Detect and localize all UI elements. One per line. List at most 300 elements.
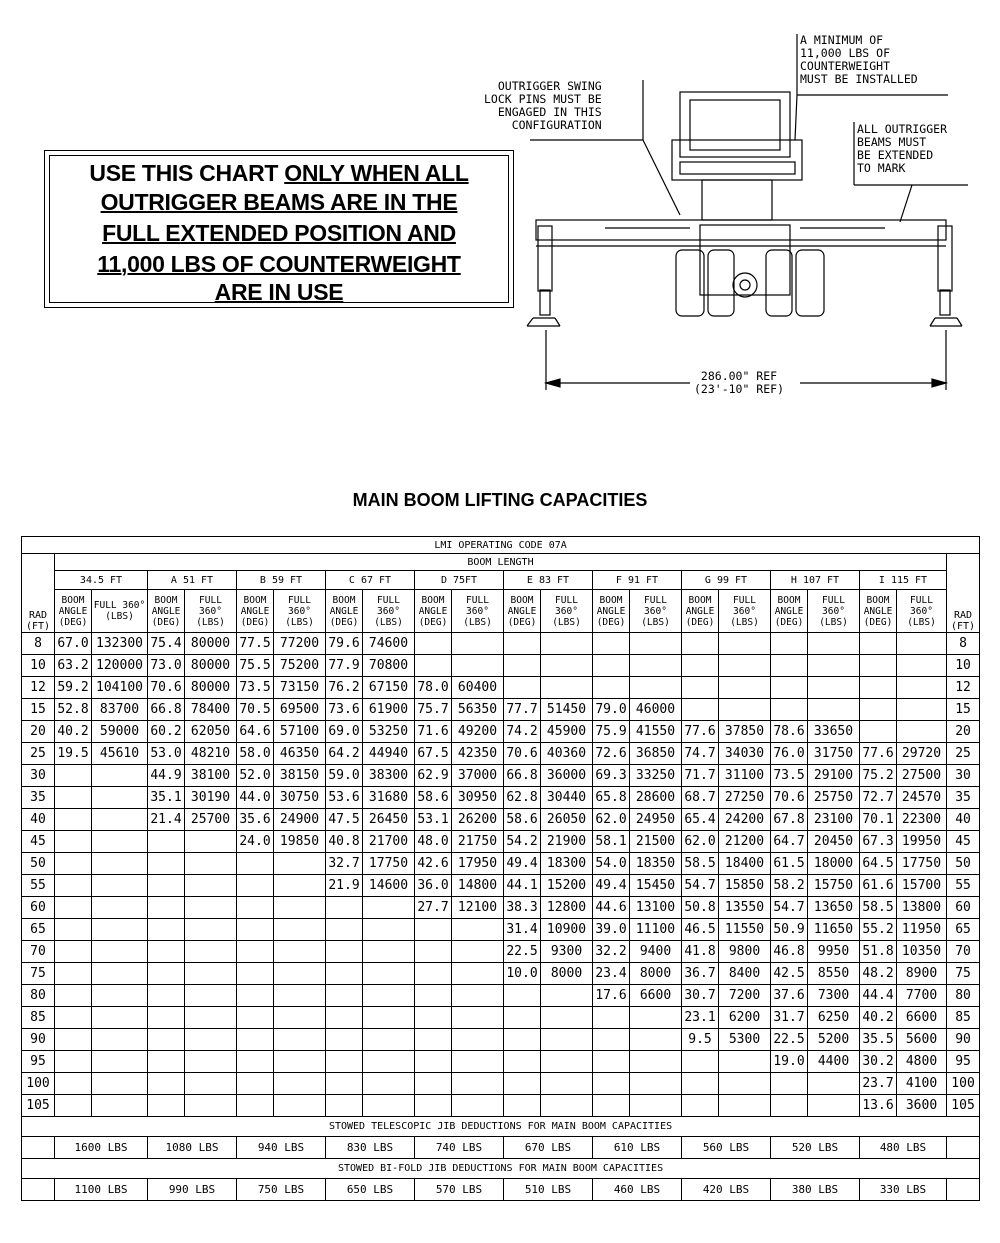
capacity-cell: 13650 (808, 897, 860, 919)
header-row-boom-length (22, 554, 980, 571)
capacity-cell: 8400 (719, 963, 771, 985)
boom-angle-cell: 72.6 (593, 743, 630, 765)
boom-angle-cell (415, 1095, 452, 1117)
capacity-cell (630, 1073, 682, 1095)
boom-angle-cell (504, 633, 541, 655)
capacity-cell: 104100 (92, 677, 148, 699)
boom-angle-cell (593, 633, 630, 655)
boom-angle-cell: 50.9 (771, 919, 808, 941)
boom-angle-header: BOOM ANGLE (DEG) (148, 590, 185, 633)
boom-angle-cell: 21.9 (326, 875, 363, 897)
table-row (22, 765, 980, 787)
boom-length-label: H 107 FT (771, 571, 860, 590)
capacity-cell: 33250 (630, 765, 682, 787)
capacity-cell (719, 1073, 771, 1095)
boom-angle-cell: 69.3 (593, 765, 630, 787)
boom-angle-cell (237, 963, 274, 985)
capacity-cell (808, 633, 860, 655)
boom-angle-cell (55, 897, 92, 919)
capacity-cell: 7300 (808, 985, 860, 1007)
capacity-cell (274, 875, 326, 897)
capacity-cell (897, 721, 947, 743)
capacity-cell: 27500 (897, 765, 947, 787)
boom-angle-cell: 71.6 (415, 721, 452, 743)
boom-angle-cell: 70.6 (148, 677, 185, 699)
boom-length-label: A 51 FT (148, 571, 237, 590)
boom-angle-cell (593, 1029, 630, 1051)
capacity-cell: 4400 (808, 1051, 860, 1073)
radius-cell: 15 (22, 699, 55, 721)
capacity-cell (92, 963, 148, 985)
table-row (22, 963, 980, 985)
radius-cell: 90 (22, 1029, 55, 1051)
boom-angle-cell: 70.6 (771, 787, 808, 809)
boom-length-label: C 67 FT (326, 571, 415, 590)
telescopic-deduction-value: 940 LBS (237, 1137, 326, 1159)
boom-angle-cell: 44.4 (860, 985, 897, 1007)
boom-angle-cell: 46.5 (682, 919, 719, 941)
boom-angle-cell: 49.4 (504, 853, 541, 875)
boom-angle-cell (593, 677, 630, 699)
boom-angle-cell (326, 1029, 363, 1051)
boom-angle-cell: 64.6 (237, 721, 274, 743)
boom-angle-cell: 58.1 (593, 831, 630, 853)
boom-angle-cell: 40.8 (326, 831, 363, 853)
capacity-cell: 45900 (541, 721, 593, 743)
capacity-table (21, 536, 980, 1201)
capacity-cell (92, 919, 148, 941)
capacity-cell: 10900 (541, 919, 593, 941)
boom-angle-cell: 73.5 (237, 677, 274, 699)
capacity-cell: 11550 (719, 919, 771, 941)
capacity-cell (808, 655, 860, 677)
boom-angle-cell (237, 919, 274, 941)
boom-angle-cell (682, 655, 719, 677)
capacity-cell (452, 1007, 504, 1029)
boom-angle-cell (415, 985, 452, 1007)
boom-angle-cell (504, 1095, 541, 1117)
boom-angle-cell: 64.7 (771, 831, 808, 853)
capacity-cell (185, 1095, 237, 1117)
capacity-cell (274, 1095, 326, 1117)
boom-angle-cell: 58.2 (771, 875, 808, 897)
boom-angle-cell (55, 963, 92, 985)
capacity-cell: 10350 (897, 941, 947, 963)
radius-cell-right: 12 (947, 677, 980, 699)
boom-angle-cell (148, 1007, 185, 1029)
capacity-cell (363, 1007, 415, 1029)
boom-angle-cell (326, 897, 363, 919)
table-row (22, 743, 980, 765)
table-row (22, 831, 980, 853)
boom-angle-cell (682, 677, 719, 699)
capacity-cell: 7200 (719, 985, 771, 1007)
capacity-cell: 11650 (808, 919, 860, 941)
capacity-cell: 15750 (808, 875, 860, 897)
radius-cell: 65 (22, 919, 55, 941)
table-row (22, 699, 980, 721)
boom-angle-cell: 32.2 (593, 941, 630, 963)
capacity-cell: 9800 (719, 941, 771, 963)
boom-angle-cell: 41.8 (682, 941, 719, 963)
capacity-cell (185, 919, 237, 941)
capacity-cell (452, 1073, 504, 1095)
bifold-deduction-value: 380 LBS (771, 1179, 860, 1201)
boom-angle-cell (237, 853, 274, 875)
capacity-cell: 33650 (808, 721, 860, 743)
telescopic-deduction-value: 830 LBS (326, 1137, 415, 1159)
capacity-cell (363, 897, 415, 919)
telescopic-deduction-value: 1600 LBS (55, 1137, 148, 1159)
capacity-cell: 15700 (897, 875, 947, 897)
capacity-cell (363, 919, 415, 941)
boom-angle-cell (55, 787, 92, 809)
capacity-cell (92, 853, 148, 875)
boom-angle-cell (326, 1007, 363, 1029)
boom-angle-cell: 54.7 (771, 897, 808, 919)
capacity-cell (363, 1073, 415, 1095)
capacity-cell: 62050 (185, 721, 237, 743)
boom-angle-cell (326, 985, 363, 1007)
telescopic-deduction-value: 520 LBS (771, 1137, 860, 1159)
boom-angle-cell: 23.1 (682, 1007, 719, 1029)
capacity-cell (719, 1095, 771, 1117)
capacity-cell: 30950 (452, 787, 504, 809)
capacity-cell (185, 831, 237, 853)
capacity-cell (452, 963, 504, 985)
boom-angle-cell (55, 765, 92, 787)
boom-angle-cell: 59.2 (55, 677, 92, 699)
radius-cell: 45 (22, 831, 55, 853)
capacity-cell: 80000 (185, 633, 237, 655)
capacity-cell (719, 677, 771, 699)
capacity-cell: 17950 (452, 853, 504, 875)
boom-angle-cell: 77.6 (860, 743, 897, 765)
boom-angle-cell: 77.5 (237, 633, 274, 655)
boom-angle-cell: 58.0 (237, 743, 274, 765)
capacity-cell: 6250 (808, 1007, 860, 1029)
boom-angle-cell (860, 699, 897, 721)
capacity-cell (274, 1007, 326, 1029)
boom-angle-cell: 44.0 (237, 787, 274, 809)
boom-angle-cell (148, 1073, 185, 1095)
capacity-cell (92, 1007, 148, 1029)
capacity-cell: 21900 (541, 831, 593, 853)
radius-cell: 40 (22, 809, 55, 831)
boom-angle-cell (860, 655, 897, 677)
telescopic-values-row (22, 1137, 980, 1159)
capacity-cell (897, 677, 947, 699)
boom-angle-cell (504, 655, 541, 677)
radius-cell-right: 25 (947, 743, 980, 765)
capacity-cell (274, 1051, 326, 1073)
capacity-cell (541, 1095, 593, 1117)
capacity-cell: 17750 (363, 853, 415, 875)
deduction-blank-left (22, 1179, 55, 1201)
radius-cell: 12 (22, 677, 55, 699)
capacity-cell: 13800 (897, 897, 947, 919)
capacity-cell (541, 1007, 593, 1029)
capacity-cell: 23100 (808, 809, 860, 831)
full-360-header: FULL 360° (LBS) (185, 590, 237, 633)
boom-angle-cell: 75.2 (860, 765, 897, 787)
capacity-cell: 11100 (630, 919, 682, 941)
telescopic-jib-title: STOWED TELESCOPIC JIB DEDUCTIONS FOR MAIN BOOM CAPACITIES (22, 1117, 980, 1137)
full-360-header: FULL 360° (LBS) (897, 590, 947, 633)
boom-angle-cell: 23.7 (860, 1073, 897, 1095)
boom-angle-cell: 23.4 (593, 963, 630, 985)
warning-line-4: 11,000 LBS OF COUNTERWEIGHT (97, 251, 461, 277)
boom-angle-cell: 64.5 (860, 853, 897, 875)
capacity-cell: 70800 (363, 655, 415, 677)
capacity-cell: 26450 (363, 809, 415, 831)
capacity-cell (363, 941, 415, 963)
radius-cell-right: 20 (947, 721, 980, 743)
boom-angle-cell (682, 633, 719, 655)
deduction-blank-right (947, 1179, 980, 1201)
full-360-header: FULL 360° (LBS) (541, 590, 593, 633)
boom-angle-cell: 30.7 (682, 985, 719, 1007)
boom-angle-cell: 62.0 (593, 809, 630, 831)
boom-angle-cell (504, 677, 541, 699)
boom-angle-cell (148, 941, 185, 963)
telescopic-deduction-value: 560 LBS (682, 1137, 771, 1159)
capacity-cell (185, 875, 237, 897)
capacity-cell (452, 919, 504, 941)
capacity-cell: 4100 (897, 1073, 947, 1095)
capacity-cell (185, 941, 237, 963)
capacity-cell (92, 787, 148, 809)
radius-cell: 105 (22, 1095, 55, 1117)
capacity-cell (92, 985, 148, 1007)
capacity-cell: 69500 (274, 699, 326, 721)
full-360-header: FULL 360° (LBS) (808, 590, 860, 633)
capacity-cell: 21500 (630, 831, 682, 853)
capacity-cell (541, 985, 593, 1007)
bifold-deduction-value: 990 LBS (148, 1179, 237, 1201)
capacity-cell: 13100 (630, 897, 682, 919)
boom-angle-cell: 70.5 (237, 699, 274, 721)
capacity-cell: 36850 (630, 743, 682, 765)
boom-angle-cell (326, 1073, 363, 1095)
boom-angle-cell: 71.7 (682, 765, 719, 787)
boom-angle-cell: 66.8 (504, 765, 541, 787)
boom-angle-cell (237, 1095, 274, 1117)
capacity-cell: 18300 (541, 853, 593, 875)
capacity-cell: 21750 (452, 831, 504, 853)
capacity-cell (719, 655, 771, 677)
radius-cell: 35 (22, 787, 55, 809)
boom-angle-cell: 72.7 (860, 787, 897, 809)
capacity-cell (185, 1051, 237, 1073)
capacity-cell: 48210 (185, 743, 237, 765)
capacity-cell: 44940 (363, 743, 415, 765)
capacity-cell: 120000 (92, 655, 148, 677)
capacity-cell: 38100 (185, 765, 237, 787)
radius-cell-right: 10 (947, 655, 980, 677)
boom-angle-cell: 53.6 (326, 787, 363, 809)
boom-angle-cell: 55.2 (860, 919, 897, 941)
boom-angle-cell: 70.6 (504, 743, 541, 765)
boom-angle-cell: 35.1 (148, 787, 185, 809)
capacity-cell: 46350 (274, 743, 326, 765)
boom-angle-cell: 35.6 (237, 809, 274, 831)
capacity-cell (452, 633, 504, 655)
crane-drawing (0, 0, 1000, 460)
capacity-cell (630, 677, 682, 699)
boom-angle-cell: 19.0 (771, 1051, 808, 1073)
capacity-cell: 60400 (452, 677, 504, 699)
radius-cell: 10 (22, 655, 55, 677)
capacity-cell (92, 875, 148, 897)
boom-angle-cell: 75.7 (415, 699, 452, 721)
capacity-cell (630, 1029, 682, 1051)
capacity-cell: 80000 (185, 677, 237, 699)
capacity-cell (363, 1029, 415, 1051)
capacity-cell: 6600 (897, 1007, 947, 1029)
boom-angle-cell: 67.3 (860, 831, 897, 853)
capacity-cell: 45610 (92, 743, 148, 765)
boom-angle-cell: 60.2 (148, 721, 185, 743)
boom-angle-cell: 42.6 (415, 853, 452, 875)
capacity-cell: 9400 (630, 941, 682, 963)
boom-angle-cell (237, 1073, 274, 1095)
boom-angle-cell: 61.5 (771, 853, 808, 875)
radius-cell-right: 105 (947, 1095, 980, 1117)
radius-cell-right: 8 (947, 633, 980, 655)
capacity-cell: 4800 (897, 1051, 947, 1073)
capacity-cell: 83700 (92, 699, 148, 721)
boom-angle-cell (55, 809, 92, 831)
radius-cell-right: 65 (947, 919, 980, 941)
capacity-cell: 6200 (719, 1007, 771, 1029)
boom-angle-cell: 79.6 (326, 633, 363, 655)
boom-angle-cell (682, 1051, 719, 1073)
boom-angle-cell: 49.4 (593, 875, 630, 897)
boom-angle-cell: 46.8 (771, 941, 808, 963)
boom-angle-cell (504, 1029, 541, 1051)
dimension-note: 286.00" REF (23'-10" REF) (694, 369, 785, 396)
bifold-deduction-value: 460 LBS (593, 1179, 682, 1201)
boom-angle-cell: 47.5 (326, 809, 363, 831)
capacity-cell (630, 655, 682, 677)
boom-angle-cell (771, 699, 808, 721)
capacity-cell: 21200 (719, 831, 771, 853)
boom-angle-cell (682, 1073, 719, 1095)
radius-cell-right: 15 (947, 699, 980, 721)
capacity-cell (185, 897, 237, 919)
boom-angle-cell (682, 1095, 719, 1117)
radius-cell-right: 70 (947, 941, 980, 963)
capacity-cell (185, 853, 237, 875)
capacity-cell: 53250 (363, 721, 415, 743)
rad-header-blank-left: RAD (FT) (22, 554, 55, 633)
boom-angle-cell: 74.7 (682, 743, 719, 765)
boom-angle-cell: 58.5 (682, 853, 719, 875)
boom-angle-cell (771, 677, 808, 699)
radius-cell: 60 (22, 897, 55, 919)
table-row (22, 721, 980, 743)
boom-angle-cell: 27.7 (415, 897, 452, 919)
boom-angle-cell (593, 1007, 630, 1029)
table-row (22, 1029, 980, 1051)
capacity-cell: 67150 (363, 677, 415, 699)
capacity-cell: 11950 (897, 919, 947, 941)
warning-line-3: FULL EXTENDED POSITION AND (102, 220, 456, 246)
capacity-table-container (21, 536, 979, 1201)
capacity-cell: 38300 (363, 765, 415, 787)
boom-angle-cell (326, 919, 363, 941)
extended-note: ALL OUTRIGGER BEAMS MUST BE EXTENDED TO MARK (857, 122, 948, 175)
boom-angle-cell: 36.7 (682, 963, 719, 985)
boom-angle-header: BOOM ANGLE (DEG) (237, 590, 274, 633)
boom-angle-cell: 65.4 (682, 809, 719, 831)
warning-line-5: ARE IN USE (214, 279, 344, 305)
boom-angle-cell: 75.4 (148, 633, 185, 655)
boom-angle-cell: 76.2 (326, 677, 363, 699)
capacity-cell (897, 633, 947, 655)
capacity-cell: 31750 (808, 743, 860, 765)
boom-angle-cell: 65.8 (593, 787, 630, 809)
boom-angle-cell: 22.5 (504, 941, 541, 963)
header-row-columns (22, 590, 980, 633)
boom-angle-cell: 77.7 (504, 699, 541, 721)
capacity-cell: 59000 (92, 721, 148, 743)
capacity-cell (92, 831, 148, 853)
capacity-cell: 75200 (274, 655, 326, 677)
radius-cell-right: 85 (947, 1007, 980, 1029)
boom-angle-cell: 70.1 (860, 809, 897, 831)
capacity-cell: 24570 (897, 787, 947, 809)
boom-angle-cell: 53.1 (415, 809, 452, 831)
capacity-cell: 30750 (274, 787, 326, 809)
boom-length-label: B 59 FT (237, 571, 326, 590)
full-360-header: FULL 360° (LBS) (719, 590, 771, 633)
capacity-cell: 26050 (541, 809, 593, 831)
header-row-operating-code (22, 537, 980, 554)
boom-angle-cell (55, 875, 92, 897)
boom-angle-cell: 78.6 (771, 721, 808, 743)
boom-angle-cell (55, 1073, 92, 1095)
rad-header-blank-right: RAD (FT) (947, 554, 980, 633)
full-360-header: FULL 360° (LBS) (92, 590, 148, 633)
capacity-cell (541, 655, 593, 677)
boom-angle-cell (55, 1029, 92, 1051)
capacity-cell: 73150 (274, 677, 326, 699)
capacity-cell (185, 985, 237, 1007)
boom-angle-cell: 58.6 (415, 787, 452, 809)
boom-length-label: 34.5 FT (55, 571, 148, 590)
boom-angle-cell (504, 1073, 541, 1095)
telescopic-deduction-value: 1080 LBS (148, 1137, 237, 1159)
boom-angle-cell: 75.5 (237, 655, 274, 677)
table-row (22, 633, 980, 655)
boom-angle-cell (55, 1095, 92, 1117)
boom-angle-cell: 62.9 (415, 765, 452, 787)
boom-angle-cell (326, 1051, 363, 1073)
radius-cell-right: 95 (947, 1051, 980, 1073)
boom-angle-cell: 58.5 (860, 897, 897, 919)
telescopic-deduction-value: 610 LBS (593, 1137, 682, 1159)
boom-angle-cell: 13.6 (860, 1095, 897, 1117)
bifold-deduction-value: 570 LBS (415, 1179, 504, 1201)
table-row (22, 655, 980, 677)
radius-cell-right: 40 (947, 809, 980, 831)
boom-angle-cell (148, 1051, 185, 1073)
capacity-cell (541, 1051, 593, 1073)
bifold-deduction-value: 510 LBS (504, 1179, 593, 1201)
capacity-cell: 8900 (897, 963, 947, 985)
